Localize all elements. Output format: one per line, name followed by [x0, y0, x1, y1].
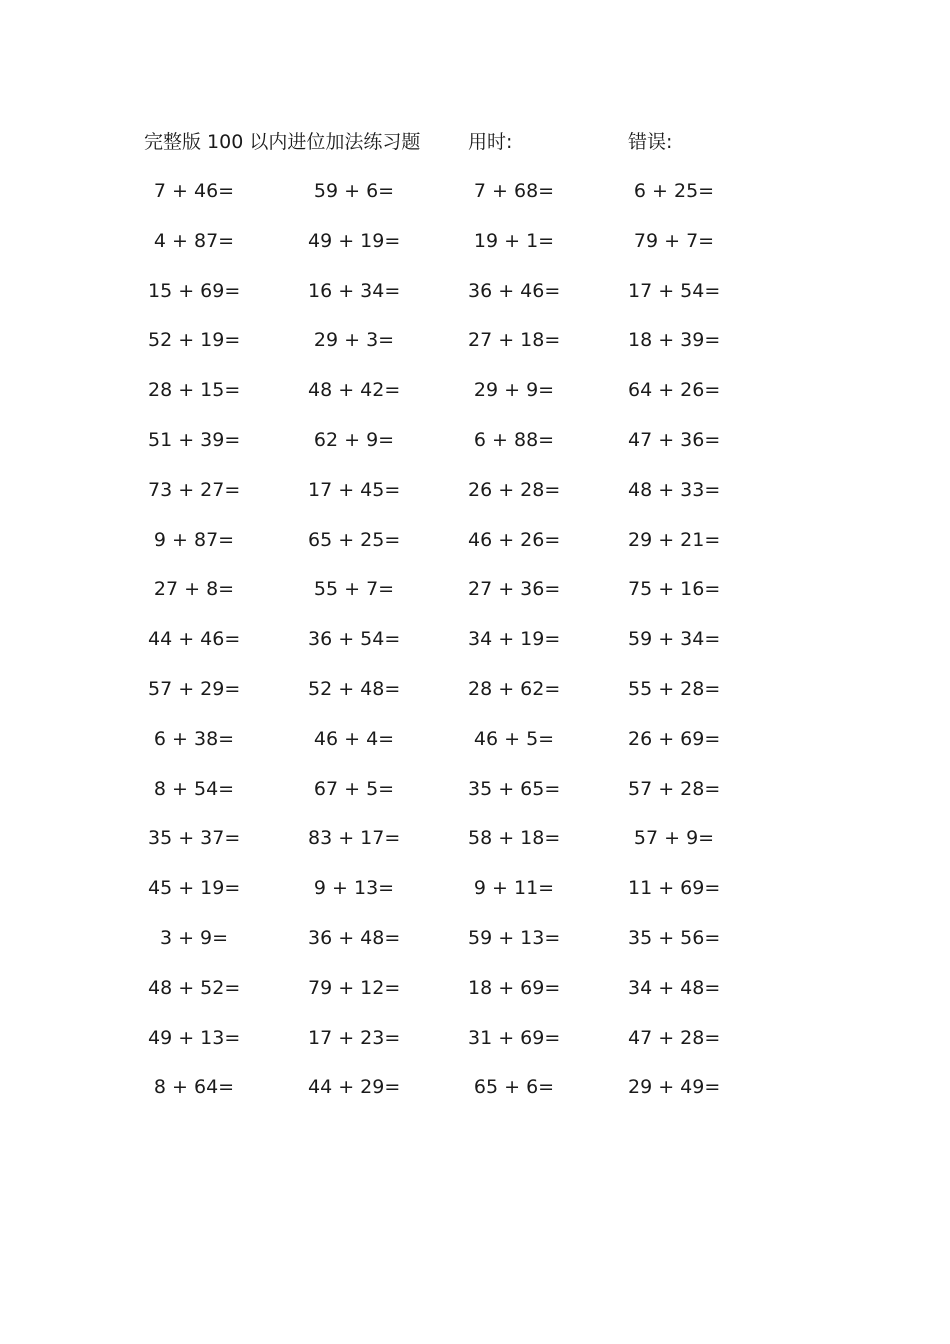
problem-cell: 79 + 7=: [633, 229, 715, 252]
problem-cell: 4 + 87=: [153, 229, 235, 252]
problem-cell: 55 + 28=: [628, 677, 721, 700]
problem-cell: 28 + 62=: [468, 677, 561, 700]
problem-grid: [130, 177, 790, 1123]
problem-cell: 46 + 5=: [473, 727, 555, 750]
problem-cell: 57 + 29=: [148, 677, 241, 700]
problem-cell: 9 + 13=: [313, 877, 395, 900]
problem-cell: 59 + 6=: [313, 180, 395, 202]
problem-cell: 7 + 46=: [153, 180, 235, 202]
problem-cell: 52 + 48=: [308, 677, 401, 700]
problem-cell: 34 + 48=: [628, 976, 721, 999]
problem-cell: 48 + 52=: [148, 976, 241, 999]
problem-row: [130, 725, 790, 775]
problem-row: [130, 675, 790, 725]
problem-row: [130, 526, 790, 576]
problem-row: [130, 277, 790, 327]
problem-row: [130, 227, 790, 277]
problem-row: [130, 874, 790, 924]
problem-cell: 36 + 54=: [308, 628, 401, 651]
problem-cell: 9 + 87=: [153, 528, 235, 551]
problem-cell: 46 + 26=: [468, 528, 561, 551]
problem-row: [130, 824, 790, 874]
problem-row: [130, 376, 790, 426]
problem-cell: 58 + 18=: [468, 827, 561, 850]
problem-cell: 28 + 15=: [148, 379, 241, 402]
problem-cell: 46 + 4=: [313, 727, 395, 750]
problem-cell: 62 + 9=: [313, 428, 395, 451]
errors-label: 错误:: [628, 131, 673, 153]
problem-cell: 79 + 12=: [308, 976, 401, 999]
problem-cell: 17 + 23=: [308, 1026, 401, 1049]
problem-cell: 27 + 8=: [153, 578, 235, 601]
problem-cell: 57 + 28=: [628, 777, 721, 800]
problem-cell: 49 + 19=: [308, 229, 401, 252]
problem-cell: 7 + 68=: [473, 180, 555, 202]
problem-cell: 11 + 69=: [628, 877, 721, 900]
problem-cell: 35 + 65=: [468, 777, 561, 800]
problem-row: [130, 326, 790, 376]
problem-cell: 29 + 49=: [628, 1076, 721, 1099]
problem-cell: 9 + 11=: [473, 877, 555, 900]
problem-cell: 29 + 9=: [473, 379, 555, 402]
problem-cell: 18 + 39=: [628, 329, 721, 352]
problem-row: [130, 974, 790, 1024]
problem-cell: 65 + 6=: [473, 1076, 555, 1099]
problem-cell: 48 + 33=: [628, 478, 721, 501]
problem-cell: 6 + 88=: [473, 428, 555, 451]
problem-cell: 35 + 56=: [628, 926, 721, 949]
problem-cell: 34 + 19=: [468, 628, 561, 651]
problem-cell: 31 + 69=: [468, 1026, 561, 1049]
problem-row: [130, 476, 790, 526]
problem-cell: 36 + 46=: [468, 279, 561, 302]
problem-cell: 3 + 9=: [159, 926, 229, 949]
problem-cell: 47 + 36=: [628, 428, 721, 451]
problem-cell: 27 + 18=: [468, 329, 561, 352]
problem-cell: 19 + 1=: [473, 229, 555, 252]
problem-cell: 6 + 38=: [153, 727, 235, 750]
problem-cell: 29 + 3=: [313, 329, 395, 352]
problem-cell: 36 + 48=: [308, 926, 401, 949]
time-label: 用时:: [468, 131, 513, 153]
problem-cell: 75 + 16=: [628, 578, 721, 601]
problem-cell: 44 + 46=: [148, 628, 241, 651]
problem-cell: 29 + 21=: [628, 528, 721, 551]
problem-cell: 26 + 69=: [628, 727, 721, 750]
problem-cell: 48 + 42=: [308, 379, 401, 402]
problem-cell: 47 + 28=: [628, 1026, 721, 1049]
problem-cell: 26 + 28=: [468, 478, 561, 501]
problem-cell: 49 + 13=: [148, 1026, 241, 1049]
problem-cell: 59 + 34=: [628, 628, 721, 651]
problem-cell: 67 + 5=: [313, 777, 395, 800]
problem-cell: 44 + 29=: [308, 1076, 401, 1099]
problem-cell: 8 + 64=: [153, 1076, 235, 1099]
problem-cell: 15 + 69=: [148, 279, 241, 302]
problem-cell: 18 + 69=: [468, 976, 561, 999]
problem-cell: 57 + 9=: [633, 827, 715, 850]
problem-cell: 52 + 19=: [148, 329, 241, 352]
worksheet-title: 完整版 100 以内进位加法练习题: [144, 131, 421, 153]
problem-row: [130, 1024, 790, 1074]
problem-cell: 45 + 19=: [148, 877, 241, 900]
problem-cell: 35 + 37=: [148, 827, 241, 850]
problem-cell: 65 + 25=: [308, 528, 401, 551]
problem-cell: 17 + 54=: [628, 279, 721, 302]
problem-cell: 6 + 25=: [633, 180, 715, 202]
problem-row: [130, 575, 790, 625]
problem-cell: 27 + 36=: [468, 578, 561, 601]
problem-cell: 51 + 39=: [148, 428, 241, 451]
problem-cell: 8 + 54=: [153, 777, 235, 800]
problem-cell: 17 + 45=: [308, 478, 401, 501]
problem-row: [130, 775, 790, 825]
problem-cell: 83 + 17=: [308, 827, 401, 850]
problem-row: [130, 426, 790, 476]
problem-row: [130, 625, 790, 675]
problem-cell: 16 + 34=: [308, 279, 401, 302]
problem-cell: 64 + 26=: [628, 379, 721, 402]
problem-row: [130, 1073, 790, 1123]
problem-row: [130, 924, 790, 974]
problem-cell: 73 + 27=: [148, 478, 241, 501]
problem-cell: 59 + 13=: [468, 926, 561, 949]
problem-cell: 55 + 7=: [313, 578, 395, 601]
problem-row: [130, 177, 790, 227]
